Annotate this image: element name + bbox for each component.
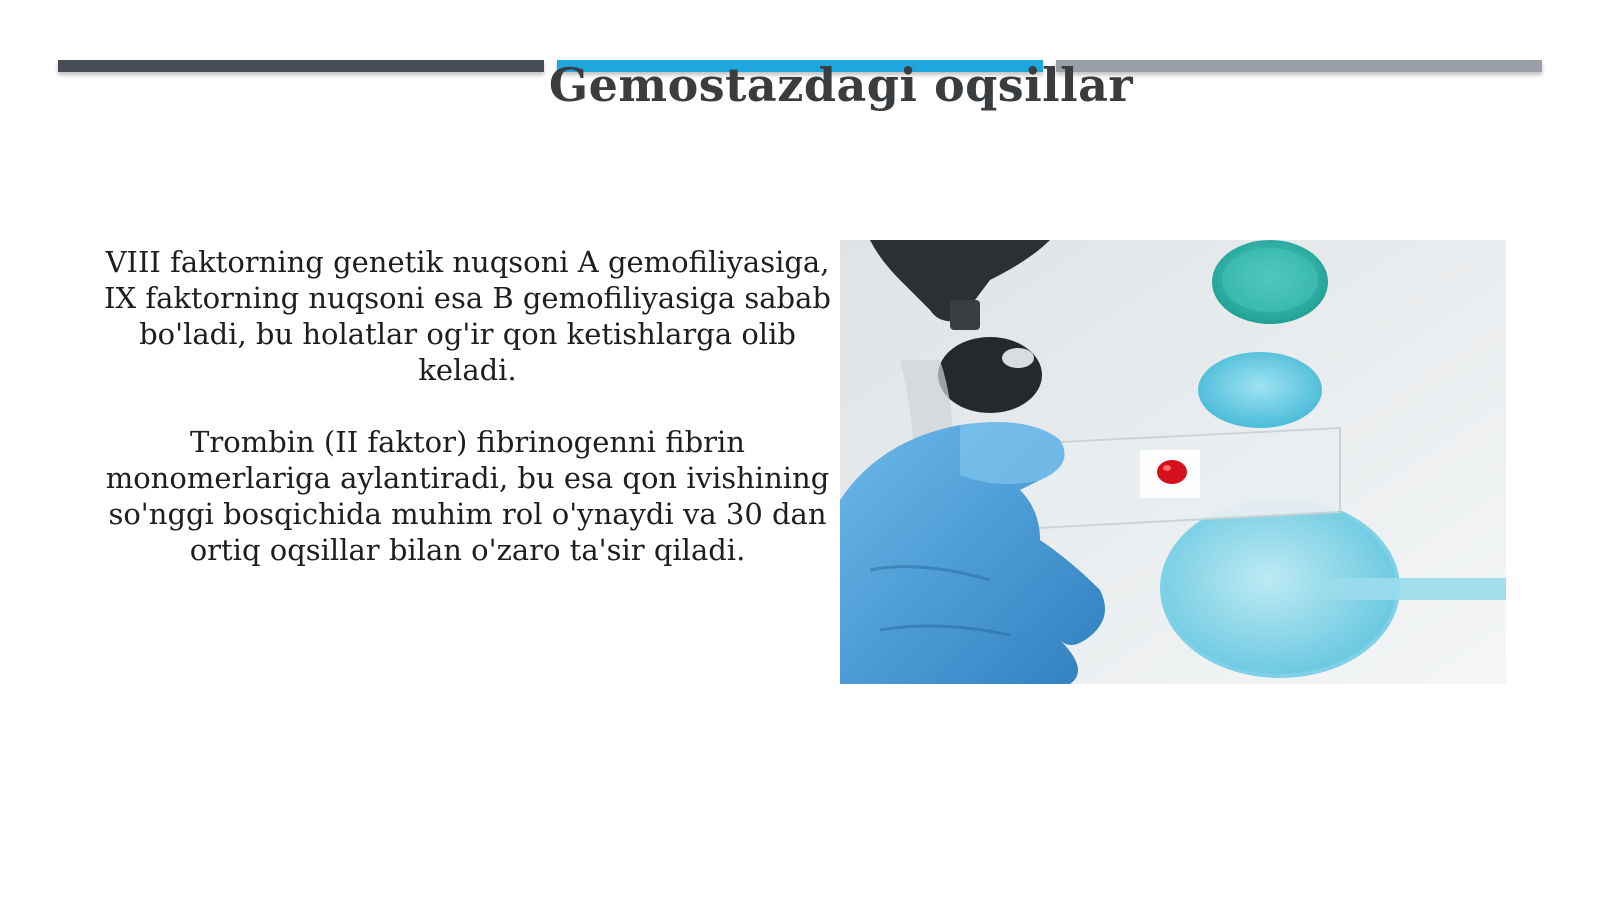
slide-title: Gemostazdagi oqsillar (548, 58, 1134, 112)
paragraph-thrombin: Trombin (II faktor) fibrinogenni fibrin monomerlariga aylantiradi, bu esa qon ivishining so'nggi bosqichida muhim rol o'ynaydi va 30 dan ortiq oqsillar bilan o'zaro ta'sir qiladi. (105, 425, 830, 567)
slide-body (100, 244, 835, 568)
lab-photo (840, 240, 1506, 684)
paragraph-hemophilia: VIII faktorning genetik nuqsoni A gemofiliyasiga, IX faktorning nuqsoni esa B gemofiliyasiga sabab bo'ladi, bu holatlar og'ir qon ketishlarga olib keladi. (104, 245, 831, 387)
lab-photo-illustration (840, 240, 1506, 684)
